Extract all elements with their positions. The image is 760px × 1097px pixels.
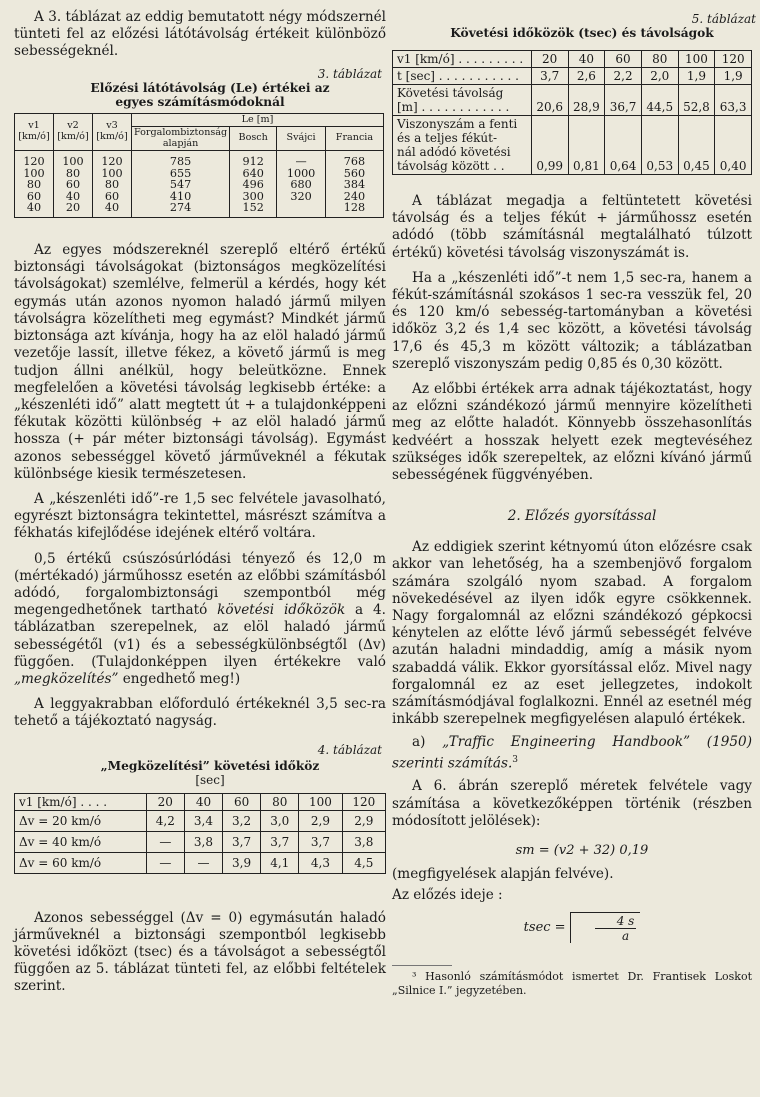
footnote-ref: 3 bbox=[512, 754, 518, 765]
table-4-block bbox=[14, 743, 386, 874]
table-cell: 4,5 bbox=[342, 852, 385, 873]
table-cell: 36,7 bbox=[605, 85, 642, 116]
table-number: 3. táblázat bbox=[317, 66, 382, 81]
column-header: Bosch bbox=[230, 127, 277, 151]
table-cell: 3,7 bbox=[261, 831, 299, 852]
table-cell: 100 bbox=[93, 168, 132, 180]
paragraph: A 3. táblázat az eddig bemutatott négy módszernél tünteti fel az előzési látótávolság értékeit különböző sebességeknél. bbox=[14, 9, 386, 60]
table-row bbox=[393, 85, 752, 116]
paragraph: A leggyakrabban előforduló értékeknél 3,5 sec-ra tehető a tájékoztató nagyság. bbox=[14, 696, 386, 730]
table-cell: — bbox=[146, 831, 184, 852]
paragraph: Az előbbi értékek arra adnak tájékoztatást, hogy az előzni szándékozó jármű mennyire közelítheti meg az előtte haladót. Könnyebb összehasonlítás kedvéért a hosszak helyett ezek megtevéséhez szükséges idők szerepeltek, az előzni kívánó jármű sebességének függvényében. bbox=[392, 381, 752, 484]
paragraph: Az eddigiek szerint kétnyomú úton előzésre csak akkor van lehetőség, ha a szembenjövő forgalom számára szolgáló nyom szabad. A forgalom növekedésével az ilyen idők egyre csökkennek. Nagy forgalomnál az előzni szándékozó gépkocsi kénytelen az előtte lévő jármű sebességét felvéve azután haladni mindaddig, amíg a másik nyom szabaddá válik. Ekkor gyorsítással előz. Mivel nagy forgalomnál ez az eset jellegzetes, indokolt számításmódjával foglalkozni. Ennél az esetnél még inkább szerepelnek megfigyelésen alapuló értékek. bbox=[392, 539, 752, 728]
column-header: 60 bbox=[223, 793, 261, 810]
column-header: Le [m] bbox=[132, 113, 384, 127]
table-cell: 0,53 bbox=[641, 116, 678, 175]
table-cell: 0,64 bbox=[605, 116, 642, 175]
paragraph: A 6. ábrán szereplő méretek felvétele vagy számítása a következőképpen történik (részben módosított jelölések): bbox=[392, 778, 752, 829]
footnote: ³ Hasonló számításmódot ismertet Dr. Frantisek Loskot „Silnice I.” jegyzetében. bbox=[392, 970, 752, 997]
table-cell: 3,9 bbox=[223, 852, 261, 873]
table-cell: 44,5 bbox=[641, 85, 678, 116]
column-header: 40 bbox=[184, 793, 222, 810]
table-cell: 120 bbox=[715, 51, 752, 68]
table-cell: 100 bbox=[15, 168, 54, 180]
paragraph: Az előzés ideje : bbox=[392, 887, 503, 904]
table-cell: 0,99 bbox=[531, 116, 568, 175]
table-cell: 410 bbox=[132, 191, 230, 203]
table-cell: — bbox=[184, 852, 222, 873]
fraction bbox=[595, 914, 637, 943]
table-cell: 52,8 bbox=[678, 85, 715, 116]
table-number: 5. táblázat bbox=[691, 12, 756, 26]
table-title: „Megközelítési” követési időköz bbox=[100, 758, 320, 773]
row-label: v1 [km/ó] . . . . bbox=[15, 793, 147, 810]
table-unit: [sec] bbox=[195, 772, 225, 787]
table-title: Követési időközök (tsec) és távolságok bbox=[450, 26, 714, 40]
paragraph: A „készenléti idő”-re 1,5 sec felvétele javasolható, egyrészt biztonságra tekintettel, másrészt számítva a fékhatás kifejlődése idejének eltérő voltára. bbox=[14, 490, 386, 542]
paragraph: Az egyes módszereknél szereplő eltérő értékű biztonsági távolságokat (biztonságos megközelítési távolságokat) szemlélve, felmerül a kérdés, hogy két egymás után azonos nyomon haladó jármű milyen távolságra közelítheti meg egymást? Mindkét jármű biztonsága azt kívánja, hogy ha az elöl haladó jármű vezetője lassít, illetve fékez, a követő jármű is meg tudjon állni anélkül, hogy beleütközne. Ennek megfelelően a követési távolság legkisebb értéke: a „készenléti idő” alatt megtett út + a tulajdonképpeni fékutak közötti különbség + az elöl haladó jármű hossza (+ pár méter biztonsági távolság). Egymást azonos sebességgel követő járműveknél a fékutak különbsége kiesik természetesen. bbox=[14, 242, 386, 482]
table-cell: — bbox=[277, 151, 326, 168]
paragraph: Ha a „készenléti idő”-t nem 1,5 sec-ra, hanem a fékút-számításnál szokásos 1 sec-ra vesszük fel, 20 és 120 km/ó sebesség-tartományban a követési időköz 3,2 és 1,4 sec között, a követési távolság 17,6 és 45,3 m között változik; a táblázatban szereplő viszonyszám pedig 0,85 és 0,30 között. bbox=[392, 269, 752, 372]
paragraph bbox=[392, 734, 752, 772]
table-cell: 274 bbox=[132, 202, 230, 217]
table-row bbox=[15, 810, 386, 831]
table-cell: 4,2 bbox=[146, 810, 184, 831]
row-label bbox=[393, 51, 532, 68]
table-3 bbox=[14, 113, 384, 218]
denominator: a bbox=[621, 929, 630, 944]
table-row bbox=[15, 831, 386, 852]
row-label: Δv = 20 km/ó bbox=[15, 810, 147, 831]
table-cell: 60 bbox=[54, 179, 93, 191]
table-row bbox=[393, 51, 752, 68]
column-header: 80 bbox=[261, 793, 299, 810]
left-column bbox=[14, 0, 386, 996]
column-header: 120 bbox=[342, 793, 385, 810]
table-4 bbox=[14, 793, 386, 874]
table-cell: 4,3 bbox=[299, 852, 342, 873]
table-cell: 300 bbox=[230, 191, 277, 203]
table-cell: 20 bbox=[54, 202, 93, 217]
table-cell: 80 bbox=[641, 51, 678, 68]
table-cell: 0,45 bbox=[678, 116, 715, 175]
label-line: nál adódó követési bbox=[397, 145, 511, 159]
column-header: Svájci bbox=[277, 127, 326, 151]
table-cell: 2,2 bbox=[605, 68, 642, 85]
right-column bbox=[392, 0, 756, 997]
table-cell: 80 bbox=[54, 168, 93, 180]
table-3-block bbox=[14, 67, 386, 218]
table-cell: 100 bbox=[678, 51, 715, 68]
text: 0,5 értékű csúszósúrlódási tényező és 12,0 m (mértékadó) járműhossz esetén az előbbi számításból adódó, forgalombiztonsági szempontból még megengedhetőnek tartható bbox=[14, 550, 386, 619]
table-cell: 3,7 bbox=[299, 831, 342, 852]
numerator: 4 s bbox=[595, 914, 637, 929]
table-row bbox=[393, 116, 752, 175]
table-row bbox=[15, 852, 386, 873]
row-label bbox=[393, 68, 532, 85]
table-cell: 60 bbox=[605, 51, 642, 68]
table-cell: 680 bbox=[277, 179, 326, 191]
table-cell: 3,7 bbox=[223, 831, 261, 852]
table-cell: 60 bbox=[93, 191, 132, 203]
formula bbox=[392, 912, 752, 943]
table-cell: 20,6 bbox=[531, 85, 568, 116]
sqrt-sign bbox=[570, 912, 641, 943]
italic-text: „Traffic Engineering Handbook” (1950) szerinti számítás. bbox=[392, 734, 752, 772]
table-cell: 28,9 bbox=[568, 85, 605, 116]
label-line: távolság között . . bbox=[397, 159, 505, 173]
label-line: t [sec] . . . . . . . . . . . bbox=[397, 69, 519, 83]
table-cell: 768 bbox=[325, 151, 383, 168]
table-cell: 655 bbox=[132, 168, 230, 180]
table-cell: 384 bbox=[325, 179, 383, 191]
table-5-block bbox=[392, 12, 756, 175]
table-cell: 4,1 bbox=[261, 852, 299, 873]
table-row bbox=[15, 793, 386, 810]
table-title: Előzési látótávolság (Le) értékei az egyes számításmódoknál bbox=[90, 80, 330, 109]
text: a) bbox=[412, 734, 443, 751]
section-heading: 2. Előzés gyorsítással bbox=[507, 508, 657, 525]
table-cell: 152 bbox=[230, 202, 277, 217]
table-cell: 120 bbox=[93, 151, 132, 168]
table-cell bbox=[277, 202, 326, 217]
table-5 bbox=[392, 50, 752, 175]
row-label: Δv = 40 km/ó bbox=[15, 831, 147, 852]
table-cell: 1,9 bbox=[678, 68, 715, 85]
label-line: [m] . . . . . . . . . . . . bbox=[397, 100, 510, 114]
row-label bbox=[393, 85, 532, 116]
column-header: 100 bbox=[299, 793, 342, 810]
label-line: Követési távolság bbox=[397, 86, 504, 100]
table-row bbox=[15, 151, 384, 168]
table-cell: 20 bbox=[531, 51, 568, 68]
table-cell: 3,8 bbox=[184, 831, 222, 852]
table-cell: 40 bbox=[54, 191, 93, 203]
column-header: v3 [km/ó] bbox=[93, 113, 132, 151]
label-line: v1 [km/ó] . . . . . . . . . bbox=[397, 52, 524, 66]
paragraph: A táblázat megadja a feltüntetett követési távolság és a teljes fékút + járműhossz esetén adódó (több számításnál megtalálható túlzott értékű) követési távolság viszonyszámát is. bbox=[392, 193, 752, 261]
row-label bbox=[393, 116, 532, 175]
table-cell: 240 bbox=[325, 191, 383, 203]
table-cell: 2,0 bbox=[641, 68, 678, 85]
table-row bbox=[15, 202, 384, 217]
table-cell: 0,81 bbox=[568, 116, 605, 175]
table-cell: 120 bbox=[15, 151, 54, 168]
formula: sm = (v2 + 32) 0,19 bbox=[515, 843, 649, 859]
table-cell: 3,4 bbox=[184, 810, 222, 831]
column-header: v1 [km/ó] bbox=[15, 113, 54, 151]
table-cell: 128 bbox=[325, 202, 383, 217]
table-cell: — bbox=[146, 852, 184, 873]
table-cell: 80 bbox=[15, 179, 54, 191]
table-cell: 2,6 bbox=[568, 68, 605, 85]
row-label: Δv = 60 km/ó bbox=[15, 852, 147, 873]
table-cell: 785 bbox=[132, 151, 230, 168]
table-cell: 100 bbox=[54, 151, 93, 168]
table-cell: 912 bbox=[230, 151, 277, 168]
table-number: 4. táblázat bbox=[317, 742, 382, 757]
paragraph bbox=[14, 551, 386, 689]
paragraph: (megfigyelések alapján felvéve). bbox=[392, 866, 614, 883]
table-cell: 640 bbox=[230, 168, 277, 180]
italic-text: „megközelítés” bbox=[14, 670, 119, 687]
label-line: Viszonyszám a fenti bbox=[397, 117, 518, 131]
table-cell: 2,9 bbox=[299, 810, 342, 831]
table-cell: 40 bbox=[93, 202, 132, 217]
table-cell: 2,9 bbox=[342, 810, 385, 831]
column-header: Francia bbox=[325, 127, 383, 151]
paragraph: Azonos sebességgel (Δv = 0) egymásután haladó járműveknél a biztonsági szempontból legkisebb követési időközt (tsec) és a távolságot a sebességtől függően az 5. táblázat tünteti fel, az előbbi feltételek szerint. bbox=[14, 909, 386, 995]
column-header: v2 [km/ó] bbox=[54, 113, 93, 151]
formula-lhs: tsec = bbox=[523, 920, 566, 936]
table-cell: 1,9 bbox=[715, 68, 752, 85]
table-cell: 3,7 bbox=[531, 68, 568, 85]
column-header: Forgalombiztonság alapján bbox=[132, 127, 230, 151]
table-cell: 560 bbox=[325, 168, 383, 180]
table-cell: 3,0 bbox=[261, 810, 299, 831]
table-cell: 547 bbox=[132, 179, 230, 191]
italic-text: követési időközök bbox=[217, 602, 346, 619]
table-cell: 40 bbox=[15, 202, 54, 217]
table-cell: 0,40 bbox=[715, 116, 752, 175]
table-cell: 3,2 bbox=[223, 810, 261, 831]
table-cell: 1000 bbox=[277, 168, 326, 180]
table-row bbox=[393, 68, 752, 85]
table-cell: 496 bbox=[230, 179, 277, 191]
text: a 4. táblázatban szerepelnek, az elöl haladó jármű sebességétől (v1) és a sebességkülönbségtől (Δv) függően. (Tulajdonképpen ilyen értékekre való bbox=[14, 602, 386, 670]
label-line: és a teljes fékút- bbox=[397, 131, 498, 145]
table-cell: 60 bbox=[15, 191, 54, 203]
text: engedhető meg!) bbox=[118, 670, 241, 687]
footnote-divider bbox=[392, 965, 452, 966]
table-cell: 40 bbox=[568, 51, 605, 68]
table-cell: 320 bbox=[277, 191, 326, 203]
table-cell: 80 bbox=[93, 179, 132, 191]
table-cell: 3,8 bbox=[342, 831, 385, 852]
table-cell: 63,3 bbox=[715, 85, 752, 116]
column-header: 20 bbox=[146, 793, 184, 810]
